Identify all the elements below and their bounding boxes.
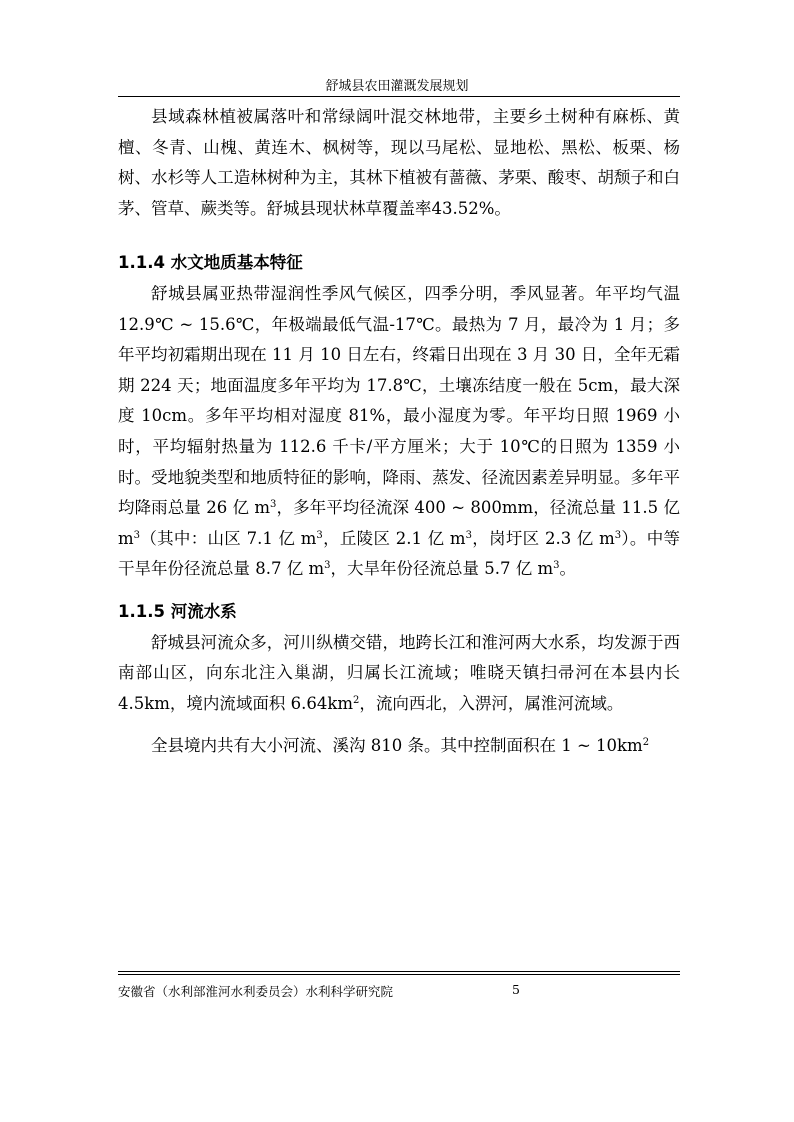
- superscript: 2: [353, 694, 360, 706]
- text-segment: ，丘陵区 2.1 亿 m: [322, 528, 466, 548]
- superscript: 3: [614, 529, 622, 541]
- running-header: 舒城县农田灌溉发展规划: [325, 79, 469, 94]
- superscript: 3: [465, 529, 472, 541]
- text-segment: 。: [559, 559, 576, 579]
- text-segment: 舒城县河流众多，河川纵横交错，地跨长江和淮河两大水系，均发源于西南部山区，向东北注入巢湖，归属长江流域；唯晓天镇扫帚河在本县内长 4.5km，境内流域面积 6.64km: [118, 632, 680, 713]
- text-segment: 全县境内共有大小河流、溪沟 810 条。其中控制面积在 1 ~ 10km: [151, 736, 643, 756]
- superscript: 3: [324, 560, 331, 572]
- paragraph-forest: 县域森林植被属落叶和常绿阔叶混交林地带，主要乡土树种有麻栎、黄檀、冬青、山槐、黄连木、枫树等，现以马尾松、显地松、黑松、板栗、杨树、水杉等人工造林树种为主，其林下植被有蔷薇、茅栗、酸枣、胡颓子和白茅、管草、蕨类等。舒城县现状林草覆盖率43.52%。: [118, 107, 680, 218]
- footer-divider-top: [118, 971, 680, 972]
- text-segment: （其中：山区 7.1 亿 m: [140, 528, 317, 548]
- body-text: [118, 102, 680, 762]
- header-divider: [118, 96, 680, 97]
- page-number: 5: [512, 982, 520, 997]
- paragraph-rivers: [118, 628, 680, 720]
- text-segment: 舒城县属亚热带湿润性季风气候区，四季分明，季风显著。年平均气温 12.9℃ ~ 15.6℃，年极端最低气温-17℃。最热为 7 月，最冷为 1 月；多年平均初霜期出现在 11 月 10 日左右，终霜日出现在 3 月 30 日，全年无霜期 224 天；地面温度多年平均为 17.8℃，土壤冻结度一般在 5cm，最大深度 10cm。多年平均相对湿度 81%，最小湿度为零。年平均日照 1969 小时，平均辐射热量为 112.6 千卡/平方厘米；大于 10℃的日照为 1359 小时。受地貌类型和地质特征的影响，降雨、蒸发、径流因素差异明显。多年平均降雨总量 26 亿 m: [118, 283, 680, 518]
- section-heading-1-1-5: 1.1.5 河流水系: [118, 601, 237, 621]
- superscript: 2: [642, 737, 650, 749]
- footer-divider-bottom: [118, 974, 680, 975]
- paragraph-hydrology: [118, 279, 680, 585]
- superscript: 3: [316, 529, 323, 541]
- footer-organization: 安徽省（水利部淮河水利委员会）水利科学研究院: [118, 984, 394, 999]
- superscript: 3: [553, 560, 560, 572]
- text-segment: ，流向西北，入淠河，属淮河流域。: [359, 693, 624, 713]
- superscript: 3: [133, 529, 141, 541]
- text-segment: ）。中等干旱年份径流总量 8.7 亿 m: [118, 528, 681, 579]
- text-segment: ，岗圩区 2.3 亿 m: [471, 528, 615, 548]
- text-segment: ，多年平均径流深 400 ~ 800mm，径流总量 11.5 亿 m: [118, 498, 680, 548]
- paragraph-river-count: [118, 731, 680, 762]
- section-heading-1-1-4: 1.1.4 水文地质基本特征: [118, 253, 303, 273]
- text-segment: ，大旱年份径流总量 5.7 亿 m: [330, 559, 554, 579]
- superscript: 3: [270, 499, 277, 511]
